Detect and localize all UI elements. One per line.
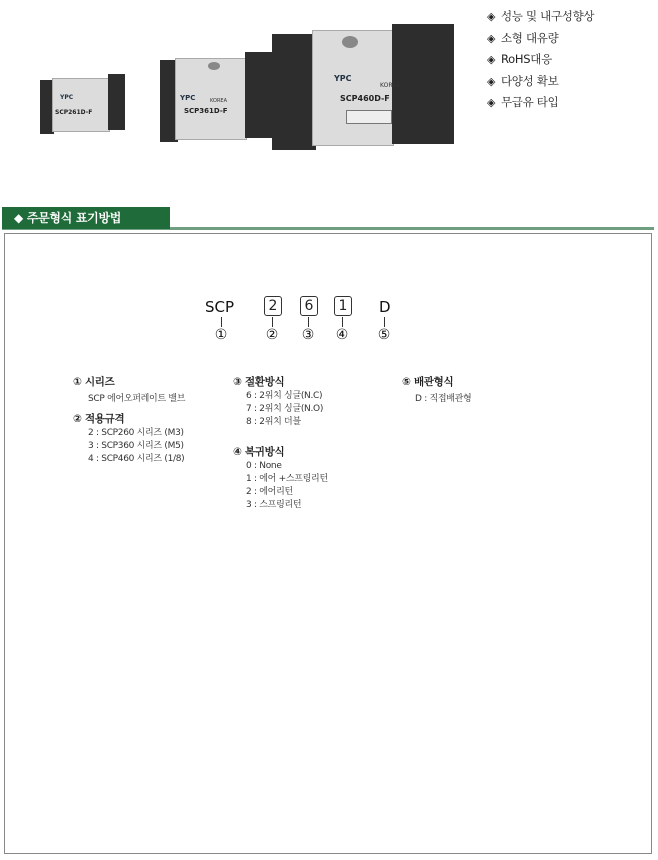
product-medium-origin: KOREA — [210, 98, 227, 104]
legend-spec-item: 2 : SCP260 시리즈 (M3) — [88, 428, 184, 438]
legend-switching-item: 8 : 2위치 더블 — [246, 417, 301, 427]
legend-series-title: ① 시리즈 — [73, 376, 115, 388]
legend-switching-item: 6 : 2위치 싱글(N.C) — [246, 391, 323, 401]
code-connector — [221, 317, 222, 327]
product-small-model: SCP261D-F — [55, 109, 93, 116]
product-image-large — [272, 20, 454, 152]
section-header — [2, 207, 170, 229]
code-box-spec: 2 — [264, 296, 282, 316]
diamond-bullet-icon: ◈ — [487, 74, 496, 88]
legend-piping-title: ⑤ 배관형식 — [402, 376, 454, 388]
legend-spec-item: 4 : SCP460 시리즈 (1/8) — [88, 454, 185, 464]
product-large-model: SCP460D-F — [340, 94, 390, 103]
diamond-bullet-icon: ◈ — [487, 96, 496, 109]
diamond-icon: ◆ — [14, 211, 23, 225]
code-connector — [384, 317, 385, 327]
legend-switching-item: 7 : 2위치 싱글(N.O) — [246, 404, 324, 414]
legend-series-item: SCP 에어오퍼레이트 밸브 — [88, 394, 186, 404]
product-medium-brand: YPC — [180, 94, 196, 102]
section-title: 주문형식 표기방법 — [26, 211, 122, 225]
code-box-switching: 6 — [300, 296, 318, 316]
marker-4: ④ — [335, 327, 349, 343]
product-large-brand: YPC — [334, 74, 352, 83]
legend-piping-item: D : 직접배관형 — [415, 394, 472, 404]
marker-1: ① — [214, 327, 228, 343]
marker-5: ⑤ — [377, 327, 391, 343]
marker-2: ② — [265, 327, 279, 343]
feature-item: ◈ 다양성 확보 — [487, 71, 594, 93]
legend-spec-item: 3 : SCP360 시리즈 (M5) — [88, 441, 184, 451]
code-connector — [272, 317, 273, 327]
diamond-bullet-icon: ◈ — [487, 10, 496, 23]
product-image-small — [40, 74, 125, 138]
code-connector — [308, 317, 309, 327]
legend-return-item: 1 : 에어 +스프링리턴 — [246, 474, 328, 484]
marker-3: ③ — [301, 327, 315, 343]
code-box-return: 1 — [334, 296, 352, 316]
product-medium-model: SCP361D-F — [184, 107, 228, 115]
feature-item: ◈ 소형 대유량 — [487, 28, 594, 50]
product-large-origin: KOREA — [380, 82, 401, 89]
legend-spec — [73, 411, 184, 466]
legend-switching — [233, 374, 323, 429]
feature-item: ◈ RoHS대응 — [487, 49, 594, 71]
product-image-medium — [160, 52, 278, 144]
legend-series — [73, 374, 185, 404]
legend-return-item: 2 : 에어리턴 — [246, 487, 293, 497]
content-frame — [4, 233, 652, 854]
legend-return-item: 3 : 스프링리턴 — [246, 500, 302, 510]
feature-list — [487, 6, 594, 114]
code-suffix: D — [379, 298, 391, 316]
legend-piping — [402, 374, 471, 404]
product-small-brand: YPC — [60, 94, 74, 101]
code-connector — [342, 317, 343, 327]
diamond-bullet-icon: ◈ — [487, 53, 496, 66]
diamond-bullet-icon: ◈ — [487, 31, 496, 45]
legend-spec-title: ② 적용규격 — [73, 413, 125, 425]
feature-item: ◈ 무급유 타입 — [487, 92, 594, 114]
code-prefix: SCP — [205, 298, 235, 316]
feature-item: ◈ 성능 및 내구성향상 — [487, 6, 594, 28]
legend-return-title: ④ 복귀방식 — [233, 446, 285, 458]
legend-switching-title: ③ 절환방식 — [233, 376, 285, 388]
legend-return-item: 0 : None — [246, 461, 282, 471]
legend-return — [233, 444, 328, 512]
